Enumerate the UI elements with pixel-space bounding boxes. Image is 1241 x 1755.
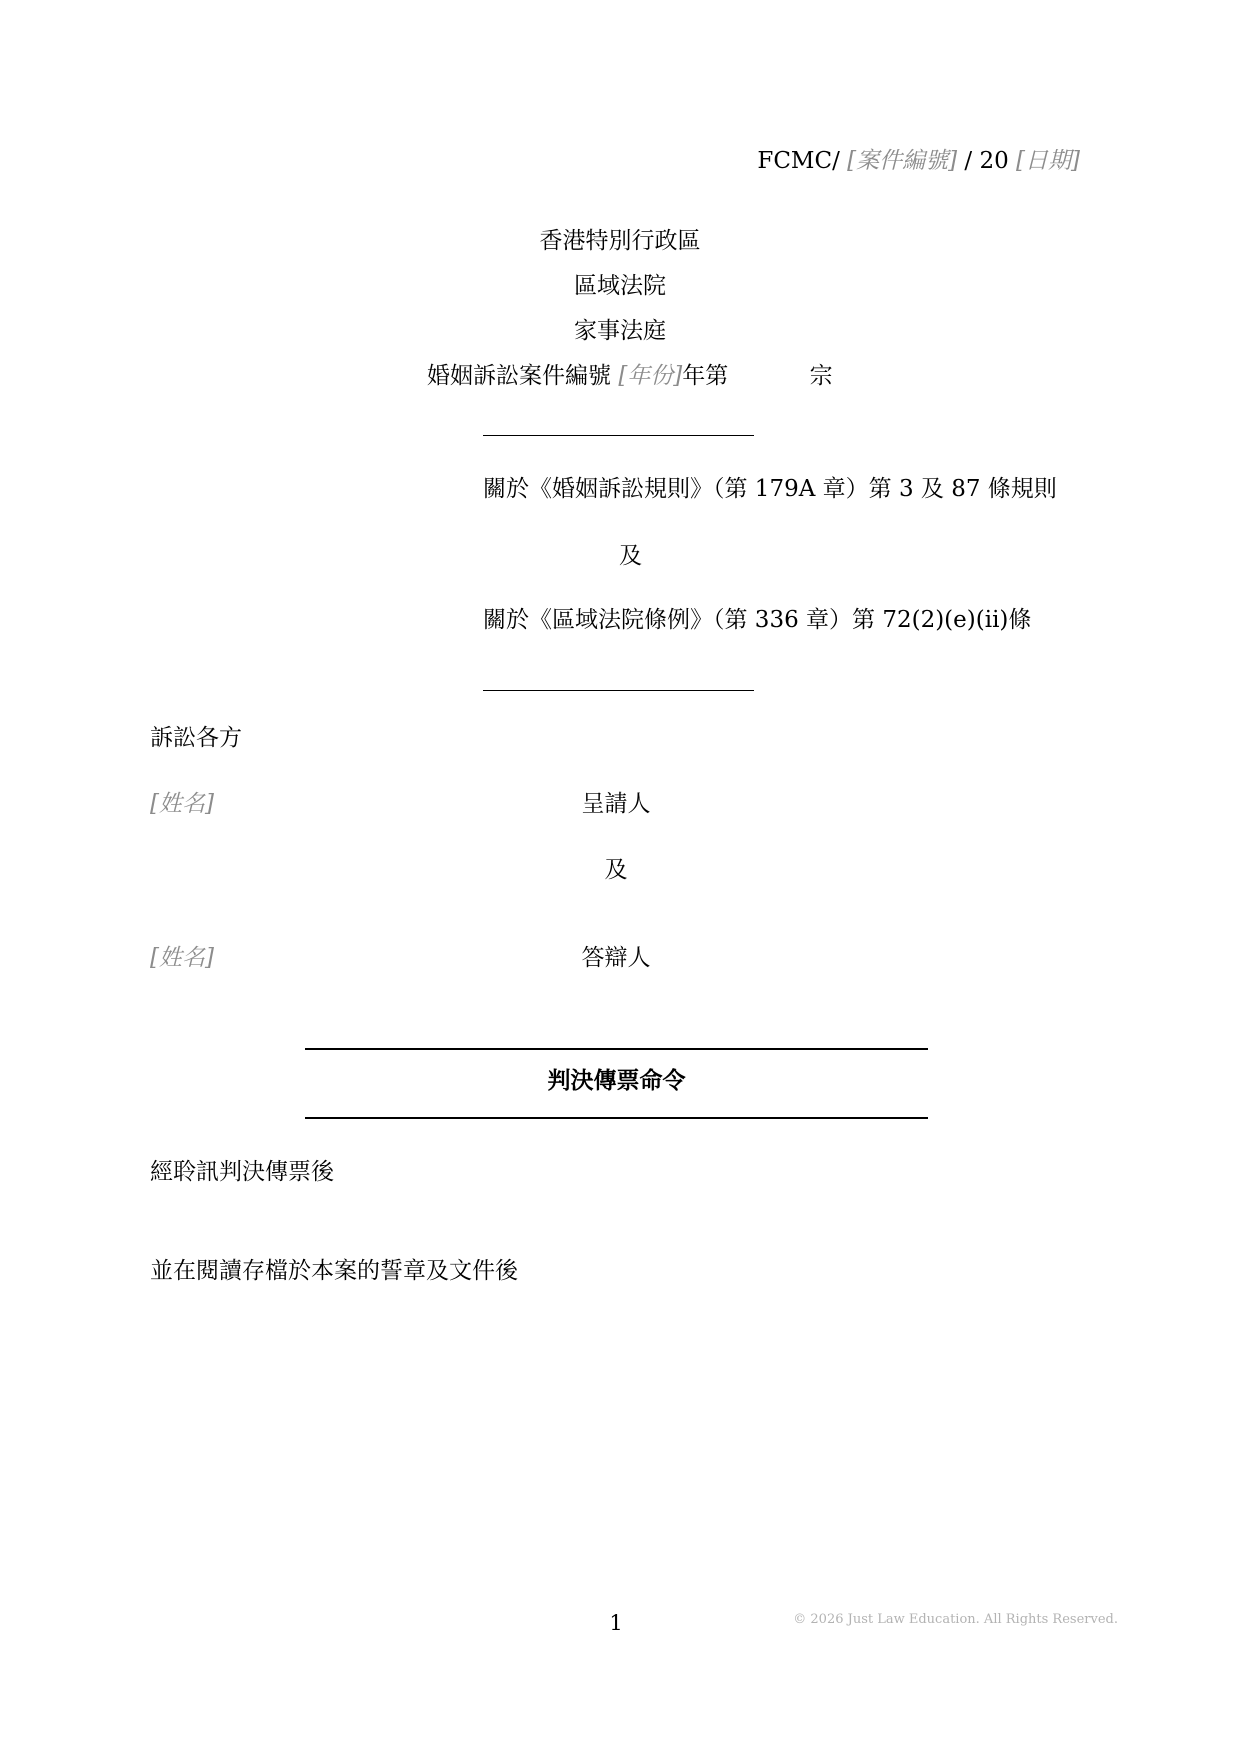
order-title-rule-bottom	[305, 1117, 928, 1119]
matter-rules-line: 關於《婚姻訴訟規則》（第 179A 章）第 3 及 87 條規則	[483, 476, 1057, 502]
body-paragraph-hearing: 經聆訊判決傳票後	[150, 1159, 334, 1185]
page-number: 1	[609, 1611, 623, 1635]
heading-divider-top	[483, 435, 754, 436]
court-name-heading: 區域法院	[574, 273, 666, 299]
case-reference	[757, 146, 1080, 176]
case-line-mid: 年第	[682, 363, 729, 389]
matrimonial-case-number-line	[427, 361, 833, 391]
petitioner-role: 呈請人	[581, 791, 651, 817]
body-paragraph-affidavits: 並在閱讀存檔於本案的誓章及文件後	[150, 1258, 518, 1284]
case-line-suffix: 宗	[809, 363, 833, 389]
order-title-rule-top	[305, 1048, 928, 1050]
case-ref-prefix: FCMC/	[757, 148, 840, 174]
heading-divider-bottom	[483, 690, 754, 691]
matter-ordinance-line: 關於《區域法院條例》（第 336 章）第 72(2)(e)(ii)條	[483, 607, 1032, 633]
respondent-role: 答辯人	[581, 945, 651, 971]
parties-conjunction: 及	[604, 857, 628, 883]
date-placeholder[interactable]: [日期]	[1016, 148, 1080, 174]
respondent-name-placeholder[interactable]: [姓名]	[150, 945, 214, 971]
parties-heading: 訴訟各方	[150, 725, 242, 751]
year-placeholder[interactable]: [年份]	[618, 363, 683, 389]
order-title: 判決傳票命令	[547, 1067, 686, 1094]
case-number-placeholder[interactable]: [案件編號]	[847, 148, 958, 174]
case-line-prefix: 婚姻訴訟案件編號	[427, 363, 611, 389]
court-region-heading: 香港特別行政區	[539, 228, 701, 254]
petitioner-name-placeholder[interactable]: [姓名]	[150, 791, 214, 817]
matter-conjunction: 及	[619, 543, 642, 569]
copyright-notice: © 2026 Just Law Education. All Rights Reserved.	[793, 1612, 1118, 1627]
court-division-heading: 家事法庭	[574, 318, 666, 344]
case-ref-year-sep: / 20	[964, 148, 1009, 174]
